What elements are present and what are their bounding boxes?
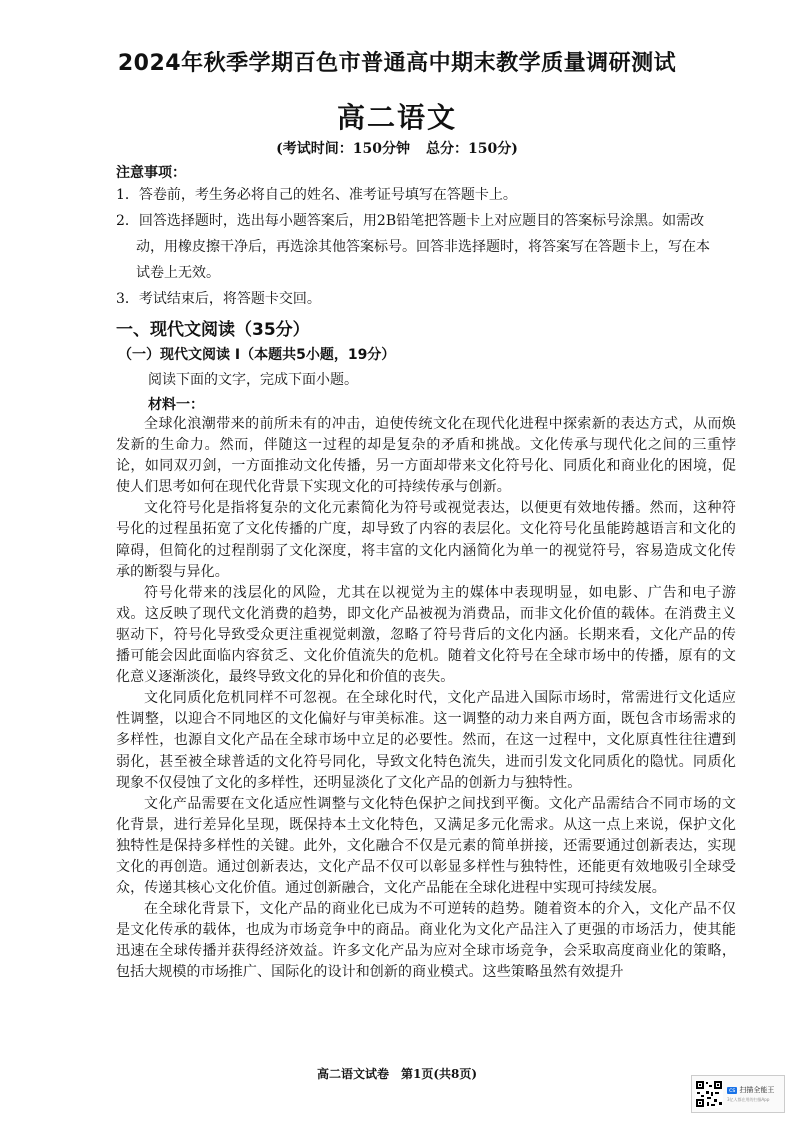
exam-meta (0, 138, 794, 158)
exam-time: (考试时间：150分钟 (276, 141, 410, 157)
material-label: 材料一： (148, 397, 204, 413)
notice-item: 1．答卷前，考生务必将自己的姓名、准考证号填写在答题卡上。 (116, 187, 517, 203)
passage-paragraph: 在全球化背景下，文化产品的商业化已成为不可逆转的趋势。随着资本的介入，文化产品不仅是文化传承的载体，也成为市场竞争中的商品。商业化为文化产品注入了更强的市场活力，使其能迅速在全球传播并获得经济效益。许多文化产品为应对全球市场竞争，会采取高度商业化的策略，包括大规模的市场推广、国际化的设计和创新的商业模式。这些策略虽然有效提升 (116, 901, 736, 981)
notice-item: 3．考试结束后，将答题卡交回。 (116, 291, 321, 307)
passage-body (116, 414, 736, 984)
camscanner-icon: cs (729, 1086, 736, 1094)
notice-item: 2．回答选择题时，选出每小题答案后，用2B铅笔把答题卡上对应题目的答案标号涂黑。如需改动，用橡皮擦干净后，再选涂其他答案标号。回答非选择题时，将答案写在答题卡上，写在本试卷上无效。 (116, 213, 710, 281)
notice-list (116, 182, 716, 312)
scanner-tagline: 3亿人都在用的扫描App (727, 1097, 770, 1102)
passage-paragraph: 全球化浪潮带来的前所未有的冲击，迫使传统文化在现代化进程中探索新的表达方式，从而焕发新的生命力。然而，伴随这一过程的却是复杂的矛盾和挑战。文化传承与现代化之间的三重悖论，如同双刃剑，一方面推动文化传播，另一方面却带来文化符号化、同质化和商业化的困境，促使人们思考如何在现代化背景下实现文化的可持续传承与创新。 (116, 416, 736, 496)
scanner-watermark (691, 1075, 785, 1113)
section-heading: 一、现代文阅读（35分） (116, 320, 310, 340)
subsection-heading: （一）现代文阅读 I（本题共5小题，19分） (118, 347, 396, 363)
reading-instruction: 阅读下面的文字，完成下面小题。 (148, 372, 358, 388)
scanner-brand: 扫描全能王 (739, 1086, 775, 1094)
passage-paragraph: 符号化带来的浅层化的风险，尤其在以视觉为主的媒体中表现明显，如电影、广告和电子游戏。这反映了现代文化消费的趋势，即文化产品被视为消费品，而非文化价值的载体。在消费主义驱动下，符号化导致受众更注重视觉刺激，忽略了符号背后的文化内涵。长期来看，文化产品的传播可能会因此面临内容贫乏、文化价值流失的危机。随着文化符号在全球市场中的传播，原有的文化意义逐渐淡化，最终导致文化的异化和价值的丧失。 (116, 584, 736, 686)
passage-paragraph: 文化产品需要在文化适应性调整与文化特色保护之间找到平衡。文化产品需结合不同市场的文化背景，进行差异化呈现，既保持本土文化特色，又满足多元化需求。从这一点上来说，保护文化独特性是保持多样性的关键。此外，文化融合不仅是元素的简单拼接，还需要通过创新表达，实现文化的再创造。通过创新表达，文化产品不仅可以彰显多样性与独特性，还能更有效地吸引全球受众，传递其核心文化价值。通过创新融合，文化产品能在全球化进程中实现可持续发展。 (116, 795, 736, 897)
total-score: 总分：150分) (426, 141, 518, 157)
passage-paragraph: 文化同质化危机同样不可忽视。在全球化时代，文化产品进入国际市场时，常需进行文化适应性调整，以迎合不同地区的文化偏好与审美标准。这一调整的动力来自两方面，既包含市场需求的多样性，也源自文化产品在全球市场中立足的必要性。然而，在这一过程中，文化原真性往往遭到弱化，甚至被全球普适的文化符号同化，导致文化特色流失，进而引发文化同质化的隐忧。同质化现象不仅侵蚀了文化的多样性，还明显淡化了文化产品的创新力与独特性。 (116, 690, 736, 791)
passage-paragraph: 文化符号化是指将复杂的文化元素简化为符号或视觉表达，以便更有效地传播。然而，这种符号化的过程虽拓宽了文化传播的广度，却导致了内容的表层化。文化符号化虽能跨越语言和文化的障碍，但简化的过程削弱了文化深度，将丰富的文化内涵简化为单一的视觉符号，容易造成文化传承的断裂与异化。 (116, 500, 736, 580)
qr-code-icon (695, 1080, 723, 1108)
exam-title: 2024年秋季学期百色市普通高中期末教学质量调研测试 (117, 51, 677, 76)
subject-title: 高二语文 (336, 101, 457, 134)
notice-heading: 注意事项： (116, 165, 186, 181)
page-footer: 高二语文试卷 第1页(共8页) (316, 1067, 478, 1081)
